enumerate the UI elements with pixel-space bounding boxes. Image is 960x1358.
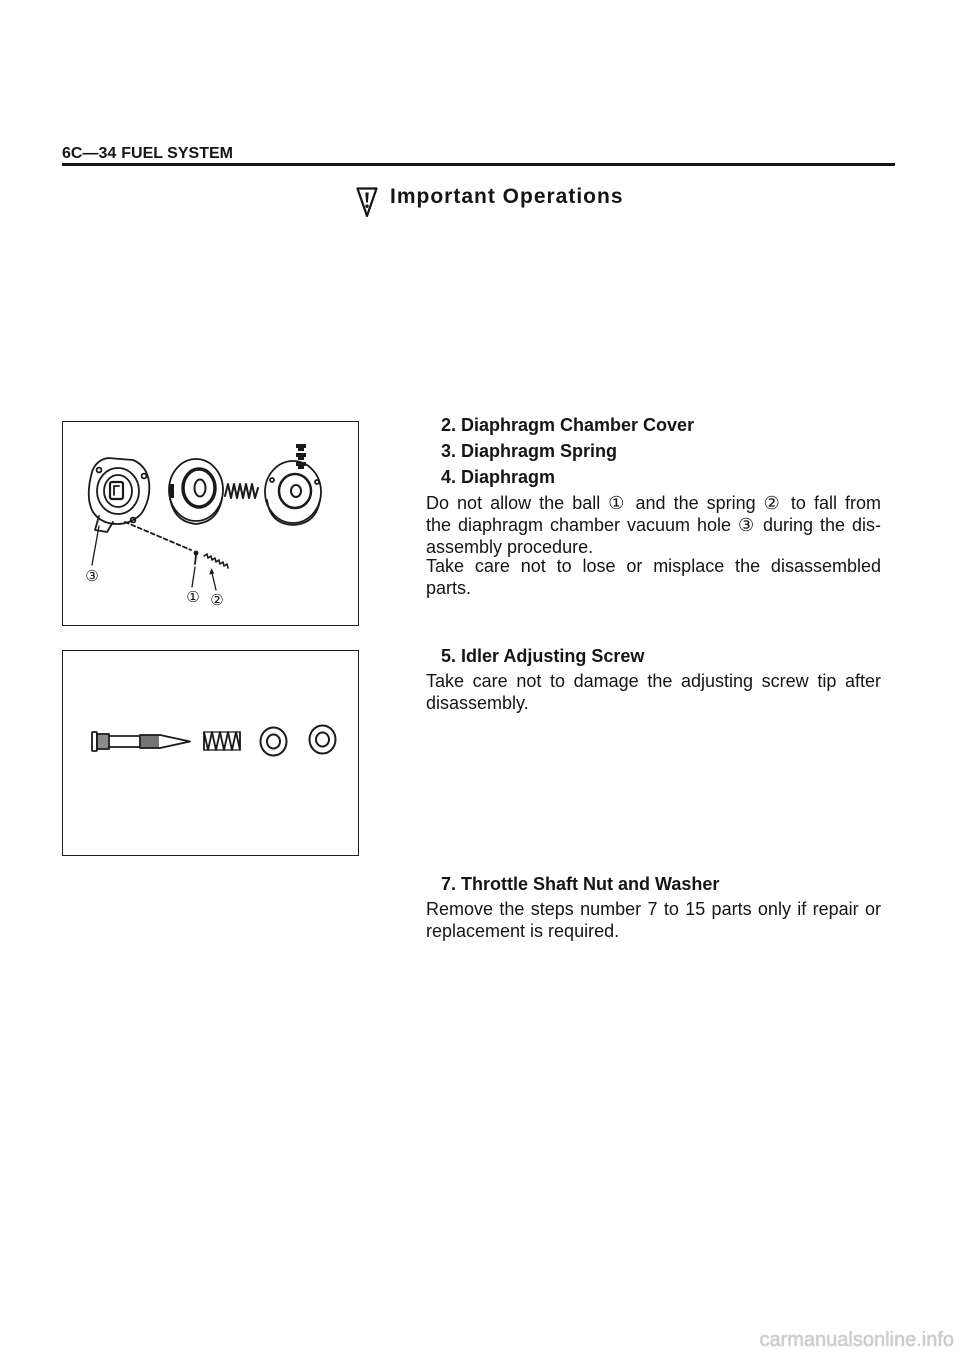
paragraph-line: Take care not to lose or misplace the disassembled [426, 556, 881, 576]
instruction-paragraph [426, 898, 881, 942]
page-header [62, 145, 233, 163]
paragraph-line: assembly procedure. [426, 537, 594, 557]
page-number: 6C—34 [62, 145, 117, 162]
paragraph-line: replacement is required. [426, 921, 620, 941]
idler-screw-parts-drawing [63, 651, 357, 853]
idler-adjusting-screw-drawing [92, 732, 190, 751]
step-heading-diaphragm: 4. Diaphragm [441, 467, 556, 487]
step-headings [441, 412, 694, 490]
diaphragm-drawing [169, 459, 223, 524]
paragraph-line: Remove the steps number 7 to 15 parts only if repair or [426, 899, 881, 919]
paragraph-line: the diaphragm chamber vacuum hole ③ during the dis- [426, 515, 881, 535]
section-title: FUEL SYSTEM [121, 145, 233, 162]
warning-triangle-icon [356, 187, 378, 218]
instruction-paragraph [426, 670, 881, 714]
check-spring-drawing [204, 554, 228, 568]
step-heading-diaphragm-spring: 3. Diaphragm Spring [441, 441, 618, 461]
step-headings [441, 643, 644, 669]
diaphragm-parts-figure [62, 421, 359, 626]
step-headings [441, 871, 719, 897]
instruction-paragraph [426, 492, 881, 558]
site-watermark: carmanualsonline.info [759, 1329, 954, 1351]
check-ball-drawing [194, 551, 199, 564]
chamber-cover-drawing [89, 458, 150, 532]
chamber-body-drawing [265, 461, 321, 525]
callout-spring: ② [210, 591, 224, 609]
idler-screw-parts-figure [62, 650, 359, 856]
header-rule [62, 163, 895, 166]
callout-ball: ① [186, 588, 200, 606]
instruction-paragraph [426, 555, 881, 599]
idler-spring-drawing [204, 732, 240, 750]
washer-drawing-1 [261, 728, 287, 756]
diaphragm-spring-drawing [225, 484, 258, 498]
washer-drawing-2 [310, 726, 336, 754]
callout-leader-lines [92, 526, 216, 590]
paragraph-line: parts. [426, 578, 472, 598]
step-heading-throttle-shaft-nut: 7. Throttle Shaft Nut and Washer [441, 874, 720, 894]
paragraph-line: disassembly. [426, 693, 529, 713]
step-heading-idler-screw: 5. Idler Adjusting Screw [441, 646, 645, 666]
paragraph-line: Do not allow the ball ① and the spring ② to fall from [426, 493, 881, 513]
vacuum-hole-guide-line [125, 522, 191, 550]
paragraph-line: Take care not to damage the adjusting screw tip after [426, 671, 881, 691]
important-operations-title: Important Operations [390, 185, 624, 208]
step-heading-chamber-cover: 2. Diaphragm Chamber Cover [441, 415, 695, 435]
callout-vacuum-hole: ③ [85, 567, 99, 585]
cover-screws-drawing [296, 444, 306, 469]
